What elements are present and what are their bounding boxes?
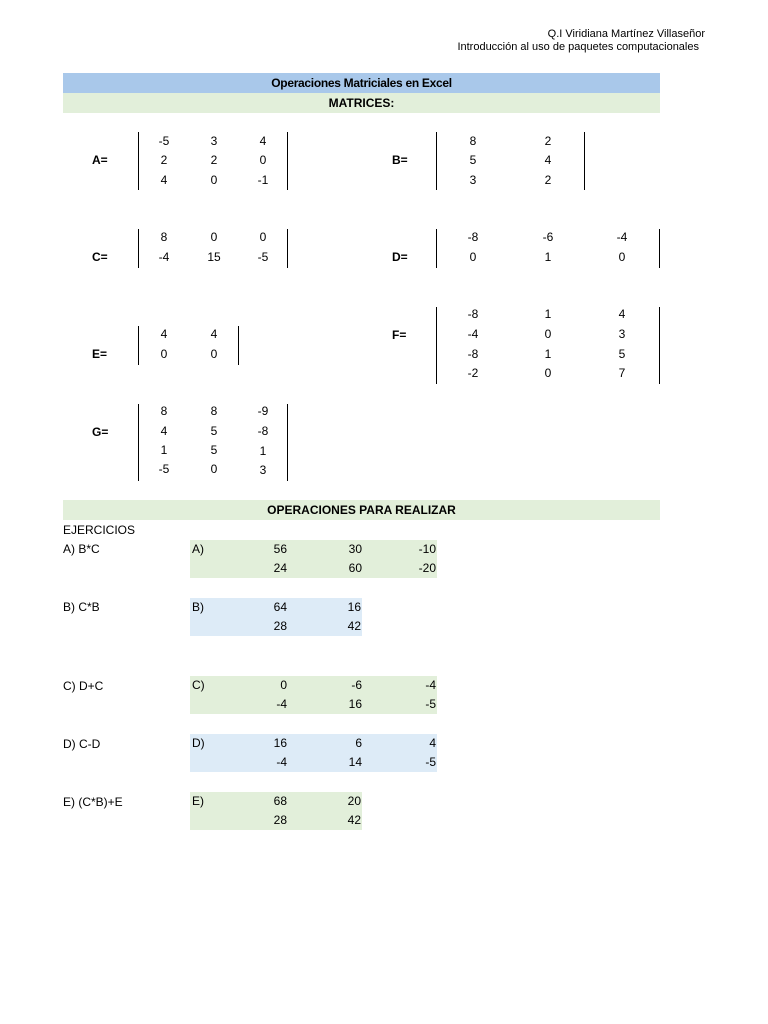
matrix-cell: 2 [544, 134, 552, 148]
matrix-cell: -5 [158, 134, 170, 148]
matrix-cell: 8 [469, 134, 477, 148]
result-cell: -10 [418, 542, 436, 556]
result-cell: 60 [348, 561, 362, 575]
matrix-cell: 5 [210, 424, 218, 438]
matrix-bracket-left [138, 326, 139, 365]
result-block [190, 734, 437, 772]
matrix-bracket-left [436, 229, 437, 268]
matrix-bracket-right [659, 307, 660, 384]
result-letter: E) [192, 794, 204, 808]
result-cell: -5 [425, 697, 436, 711]
result-block [190, 792, 362, 830]
result-block [190, 598, 362, 636]
matrix-cell: -5 [158, 462, 170, 476]
matrix-cell: 0 [469, 250, 477, 264]
course-name: Introducción al uso de paquetes computacionales [457, 41, 699, 53]
matrix-cell: -6 [542, 230, 554, 244]
result-letter: D) [192, 736, 205, 750]
result-cell: 28 [273, 813, 287, 827]
result-cell: 68 [273, 794, 287, 808]
matrix-bracket-left [138, 404, 139, 481]
result-cell: 64 [273, 600, 287, 614]
matrix-label: B= [392, 153, 408, 167]
result-block [190, 676, 437, 714]
matrix-label: A= [92, 153, 108, 167]
matrix-cell: 4 [160, 327, 168, 341]
matrix-cell: -8 [467, 230, 479, 244]
matrix-cell: 3 [618, 327, 626, 341]
matrix-cell: -4 [616, 230, 628, 244]
result-cell: 28 [273, 619, 287, 633]
matrix-cell: 4 [160, 424, 168, 438]
matrix-cell: 0 [544, 366, 552, 380]
matrix-cell: 2 [160, 153, 168, 167]
matrix-cell: 8 [160, 230, 168, 244]
matrix-cell: -9 [257, 404, 269, 418]
result-cell: -5 [425, 755, 436, 769]
matrix-cell: 8 [160, 404, 168, 418]
matrix-bracket-right [238, 326, 239, 365]
matrix-cell: 3 [210, 134, 218, 148]
result-letter: A) [192, 542, 204, 556]
matrix-cell: 7 [618, 366, 626, 380]
result-cell: 20 [347, 794, 361, 808]
matrix-cell: 1 [259, 444, 267, 458]
matrix-bracket-left [436, 132, 437, 190]
matrix-cell: -2 [467, 366, 479, 380]
matrix-cell: 0 [210, 230, 218, 244]
result-cell: 42 [347, 619, 361, 633]
result-cell: -4 [425, 678, 436, 692]
result-cell: 0 [280, 678, 287, 692]
matrix-cell: 0 [210, 173, 218, 187]
result-cell: 24 [273, 561, 287, 575]
matrix-cell: 5 [618, 347, 626, 361]
matrix-cell: 0 [210, 347, 218, 361]
matrix-cell: 1 [544, 307, 552, 321]
result-cell: 16 [273, 736, 287, 750]
result-cell: -6 [351, 678, 362, 692]
matrix-cell: -8 [257, 424, 269, 438]
matrix-cell: 4 [544, 153, 552, 167]
matrix-cell: 15 [207, 250, 221, 264]
matrix-cell: 4 [259, 134, 267, 148]
result-cell: -4 [276, 755, 287, 769]
matrix-cell: 5 [210, 443, 218, 457]
matrix-bracket-right [287, 132, 288, 190]
matrix-cell: -4 [158, 250, 170, 264]
result-cell: -20 [418, 561, 436, 575]
matrix-cell: 4 [618, 307, 626, 321]
matrix-cell: 2 [210, 153, 218, 167]
matrix-label: C= [92, 250, 108, 264]
matrix-cell: -8 [467, 307, 479, 321]
exercise-label: A) B*C [63, 542, 100, 556]
exercise-label: B) C*B [63, 600, 100, 614]
matrix-cell: 0 [618, 250, 626, 264]
matrix-cell: 4 [160, 173, 168, 187]
result-cell: 16 [347, 600, 361, 614]
exercise-label: E) (C*B)+E [63, 795, 123, 809]
matrix-cell: 5 [469, 153, 477, 167]
matrix-bracket-left [436, 307, 437, 384]
matrix-cell: 3 [469, 173, 477, 187]
matrix-bracket-right [287, 229, 288, 268]
matrix-bracket-left [138, 229, 139, 268]
result-letter: B) [192, 600, 204, 614]
exercises-heading: EJERCICIOS [63, 523, 136, 537]
matrix-cell: 1 [160, 443, 168, 457]
result-cell: 56 [273, 542, 287, 556]
matrix-cell: 4 [210, 327, 218, 341]
matrix-cell: 0 [544, 327, 552, 341]
matrix-bracket-left [138, 132, 139, 190]
result-cell: 16 [348, 697, 362, 711]
result-cell: 4 [429, 736, 436, 750]
matrix-cell: 0 [210, 462, 218, 476]
author-name: Q.I Viridiana Martínez Villaseñor [547, 28, 705, 40]
matrix-bracket-right [287, 404, 288, 481]
result-cell: 6 [355, 736, 362, 750]
exercise-label: C) D+C [63, 679, 104, 693]
matrix-cell: 8 [210, 404, 218, 418]
matrix-cell: 1 [544, 347, 552, 361]
result-cell: 30 [348, 542, 362, 556]
matrix-cell: 1 [544, 250, 552, 264]
result-block [190, 540, 437, 578]
matrix-cell: 3 [259, 463, 267, 477]
matrix-label: F= [392, 328, 407, 342]
matrix-cell: 0 [160, 347, 168, 361]
result-letter: C) [192, 678, 205, 692]
matrix-cell: 0 [259, 230, 267, 244]
matrices-heading: MATRICES: [63, 93, 660, 113]
page-title: Operaciones Matriciales en Excel [63, 73, 660, 93]
matrix-label: D= [392, 250, 408, 264]
result-cell: 14 [348, 755, 362, 769]
matrix-bracket-right [584, 132, 585, 190]
matrix-label: G= [92, 425, 109, 439]
matrix-cell: 0 [259, 153, 267, 167]
result-cell: 42 [347, 813, 361, 827]
matrix-cell: 2 [544, 173, 552, 187]
matrix-label: E= [92, 347, 108, 361]
matrix-cell: -8 [467, 347, 479, 361]
matrix-cell: -5 [257, 250, 269, 264]
matrix-bracket-right [659, 229, 660, 268]
matrix-cell: -1 [257, 173, 269, 187]
result-cell: -4 [276, 697, 287, 711]
matrix-cell: -4 [467, 327, 479, 341]
exercise-label: D) C-D [63, 737, 101, 751]
operations-heading: OPERACIONES PARA REALIZAR [63, 500, 660, 520]
